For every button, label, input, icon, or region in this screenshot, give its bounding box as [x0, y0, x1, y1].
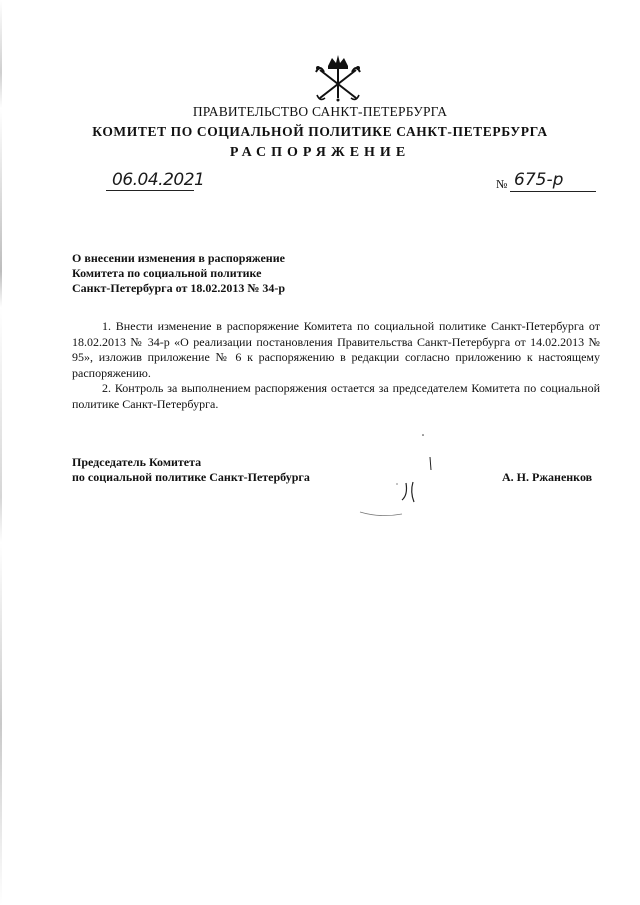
number-sign: № [496, 177, 508, 191]
handwritten-signature [350, 430, 440, 520]
committee-title: КОМИТЕТ ПО СОЦИАЛЬНОЙ ПОЛИТИКЕ САНКТ-ПЕТЕРБУРГА [92, 124, 548, 139]
date-underline [106, 190, 194, 191]
coat-of-arms-emblem [314, 52, 362, 110]
body-paragraph-1: 1. Внести изменение в распоряжение Комитета по социальной политике Санкт-Петербурга от 18.02.2013 № 34-р «О реализации постановления Правительства Санкт-Петербурга от 14.02.2013 № 95», изложив приложение № 6 к распоряжению в редакции согласно приложению к настоящему распоряжению. [72, 319, 600, 380]
signer-name: А. Н. Ржаненков [502, 470, 593, 484]
position-line-2: по социальной политике Санкт-Петербурга [72, 470, 310, 484]
signatory-position [72, 455, 310, 485]
body-paragraph-2: 2. Контроль за выполнением распоряжения остается за председателем Комитета по социальной политике Санкт-Петербурга. [72, 381, 600, 411]
government-title: ПРАВИТЕЛЬСТВО САНКТ-ПЕТЕРБУРГА [192, 104, 448, 119]
handwritten-date: 06.04.2021 [112, 170, 205, 190]
subject-line: О внесении изменения в распоряжение [72, 251, 285, 265]
document-type-title: РАСПОРЯЖЕНИЕ [229, 145, 411, 160]
document-body [72, 319, 600, 412]
subject-line: Комитета по социальной политике [72, 266, 262, 280]
subject-line: Санкт-Петербурга от 18.02.2013 № 34-р [72, 281, 286, 295]
document-subject [72, 251, 285, 296]
position-line-1: Председатель Комитета [72, 455, 202, 469]
handwritten-number: 675-р [514, 170, 564, 190]
number-underline [510, 191, 596, 192]
